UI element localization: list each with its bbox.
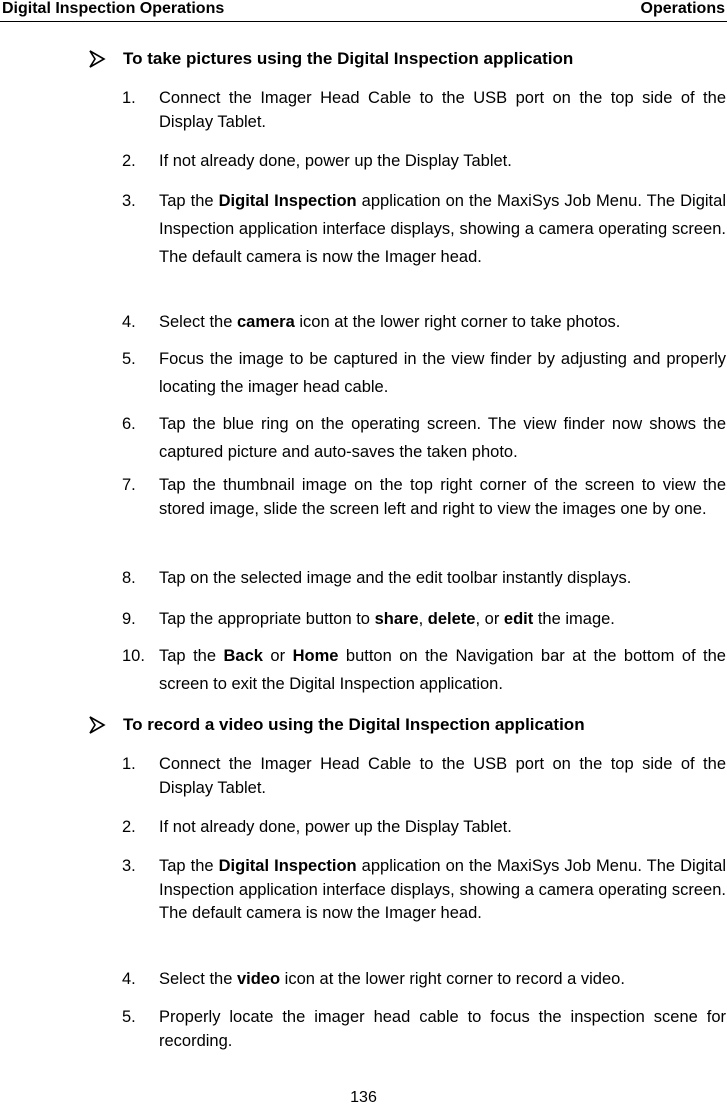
list-item: 4. Select the video icon at the lower right corner to record a video. <box>122 970 625 988</box>
list-item: 5. Properly locate the imager head cable to focus the inspection scene for recording. <box>122 1008 726 1050</box>
arrow-bullet-icon <box>88 49 106 69</box>
list-item: 3. Tap the Digital Inspection application on the MaxiSys Job Menu. The Digital Inspection application interface displays, showing a camera operating screen. The default camera is now the Imager head. <box>122 192 726 266</box>
page-header <box>0 0 727 22</box>
header-chapter-title: Operations <box>640 0 725 17</box>
list-item: 3. Tap the Digital Inspection application on the MaxiSys Job Menu. The Digital Inspection application interface displays, showing a camera operating screen. The default camera is now the Imager head. <box>122 857 726 922</box>
list-item: 6. Tap the blue ring on the operating screen. The view finder now shows the captured picture and auto-saves the taken photo. <box>122 415 726 461</box>
page-number: 136 <box>350 1089 377 1106</box>
header-section-title: Digital Inspection Operations <box>2 0 225 17</box>
list-item: 9. Tap the appropriate button to share, delete, or edit the image. <box>122 610 615 628</box>
list-item: 8. Tap on the selected image and the edit toolbar instantly displays. <box>122 569 632 587</box>
list-item: 2. If not already done, power up the Display Tablet. <box>122 152 512 170</box>
arrow-bullet-icon <box>88 715 106 735</box>
list-item: 1. Connect the Imager Head Cable to the USB port on the top side of the Display Tablet. <box>122 89 726 131</box>
list-item: 5. Focus the image to be captured in the view finder by adjusting and properly locating the imager head cable. <box>122 350 726 396</box>
list-item: 2. If not already done, power up the Display Tablet. <box>122 818 512 836</box>
list-item: 7. Tap the thumbnail image on the top right corner of the screen to view the stored image, slide the screen left and right to view the images one by one. <box>122 476 726 518</box>
list-item: 4. Select the camera icon at the lower right corner to take photos. <box>122 313 621 331</box>
list-item: 10. Tap the Back or Home button on the Navigation bar at the bottom of the screen to exit the Digital Inspection application. <box>122 647 726 693</box>
list-item: 1. Connect the Imager Head Cable to the USB port on the top side of the Display Tablet. <box>122 755 726 797</box>
